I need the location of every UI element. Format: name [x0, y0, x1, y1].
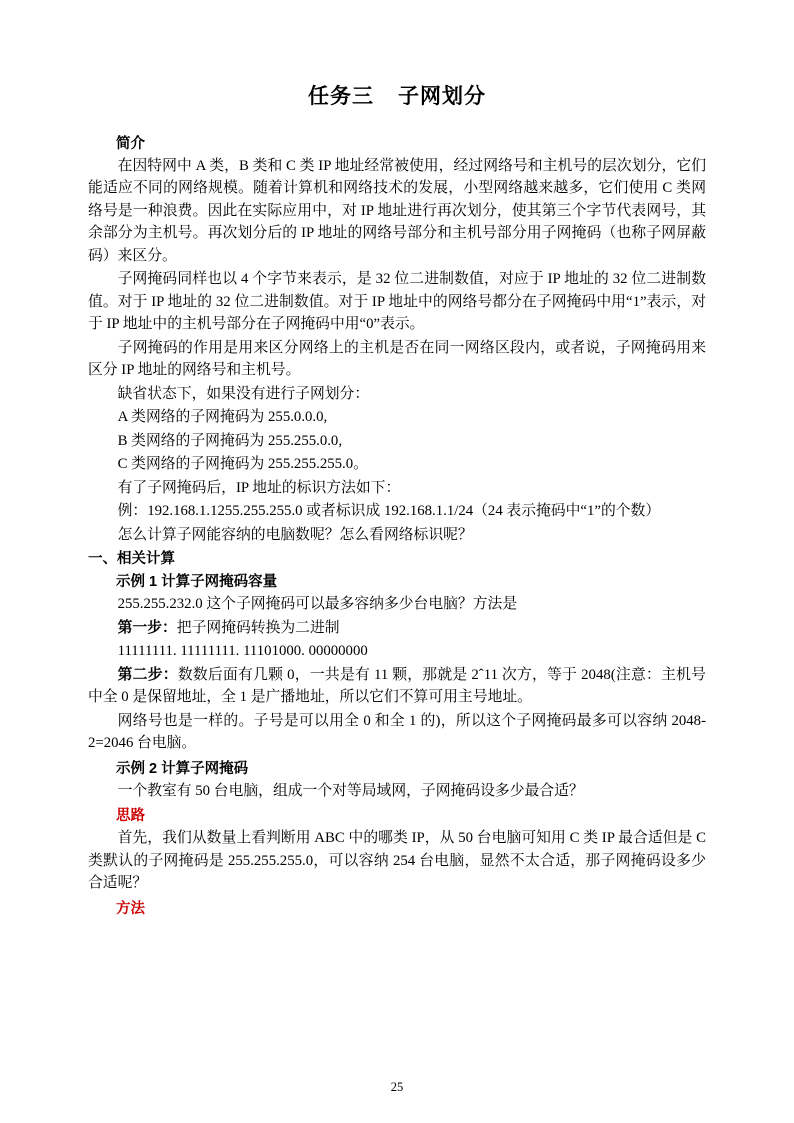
paragraph-class-a-mask: A 类网络的子网掩码为 255.0.0.0, [117, 409, 328, 426]
paragraph: 缺省状态下，如果没有进行子网划分： [117, 385, 370, 402]
step-one-label: 第一步： [117, 619, 177, 636]
section-calculations [88, 547, 706, 568]
step-one [88, 617, 706, 639]
section-intro [88, 132, 706, 546]
step-two [88, 664, 706, 709]
section-heading-intro: 简介 [116, 136, 145, 152]
page-number: 25 [390, 1080, 404, 1094]
subheading-example-2: 示例 2 计算子网掩码 [116, 760, 249, 777]
paragraph: 255.255.232.0 这个子网掩码可以最多容纳多少台电脑？方法是 [117, 596, 518, 613]
paragraph: 子网掩码的作用是用来区分网络上的主机是否在同一网络区段内，或者说，子网掩码用来区分 IP 地址的网络号和主机号。 [88, 339, 706, 379]
page-title [88, 80, 706, 110]
step-two-text: 数数后面有几颗 0，一共是有 11 颗，那就是 2ˆ11 次方，等于 2048(注意：主机号中全 0 是保留地址，全 1 是广播地址，所以它们不算可用主号地址。 [88, 666, 706, 706]
section-example-2 [88, 757, 706, 918]
page-title-sub: 子网划分 [398, 85, 486, 108]
paragraph: 一个教室有 50 台电脑，组成一个对等局域网，子网掩码设多少最合适？ [117, 782, 584, 799]
paragraph: 怎么计算子网能容纳的电脑数呢？怎么看网络标识呢？ [117, 526, 473, 543]
section-example-1 [88, 570, 706, 754]
paragraph-idea: 首先，我们从数量上看判断用 ABC 中的哪类 IP，从 50 台电脑可知用 C 类 IP 最合适但是 C 类默认的子网掩码是 255.255.255.0，可以容纳 254 台电脑，显然不太合适，那子网掩码设多少合适呢？ [88, 830, 706, 892]
paragraph-example-notation: 例：192.168.1.1255.255.255.0 或者标识成 192.168.1.1/24（24 表示掩码中“1”的个数） [117, 503, 661, 520]
paragraph-class-b-mask: B 类网络的子网掩码为 255.255.0.0, [117, 432, 343, 449]
paragraph-class-c-mask: C 类网络的子网掩码为 255.255.255.0。 [117, 456, 368, 473]
step-two-label: 第二步： [117, 666, 178, 683]
subheading-idea: 思路 [116, 808, 145, 825]
paragraph: 有了子网掩码后，IP 地址的标识方法如下： [117, 479, 401, 496]
subheading-method: 方法 [116, 900, 145, 917]
page-title-main: 任务三 [308, 85, 374, 108]
paragraph-after-steps: 网络号也是一样的。子号是可以用全 0 和全 1 的)，所以这个子网掩码最多可以容纳 2048-2=2046 台电脑。 [88, 712, 706, 752]
section-heading-calculations: 一、相关计算 [88, 551, 175, 568]
paragraph: 子网掩码同样也以 4 个字节来表示，是 32 位二进制数值，对应于 IP 地址的 32 位二进制数值。对于 IP 地址的 32 位二进制数值。对于 IP 地址中的网络号都分在子网掩码中用“1”表示，对于 IP 地址中的主机号部分在子网掩码中用“0”表示。 [88, 271, 706, 333]
subheading-example-1: 示例 1 计算子网掩码容量 [116, 574, 278, 591]
step-one-binary: 11111111. 11111111. 11101000. 00000000 [117, 643, 368, 660]
paragraph: 在因特网中 A 类，B 类和 C 类 IP 地址经常被使用，经过网络号和主机号的层次划分，它们能适应不同的网络规模。随着计算机和网络技术的发展，小型网络越来越多，它们使用 C 类网络号是一种浪费。因此在实际应用中，对 IP 地址进行再次划分，使其第三个字节代表网号，其余部分为主机号。再次划分后的 IP 地址的网络号部分和主机号部分用子网掩码（也称子网屏蔽码）来区分。 [88, 158, 706, 264]
step-one-text: 把子网掩码转换为二进制 [176, 619, 340, 636]
